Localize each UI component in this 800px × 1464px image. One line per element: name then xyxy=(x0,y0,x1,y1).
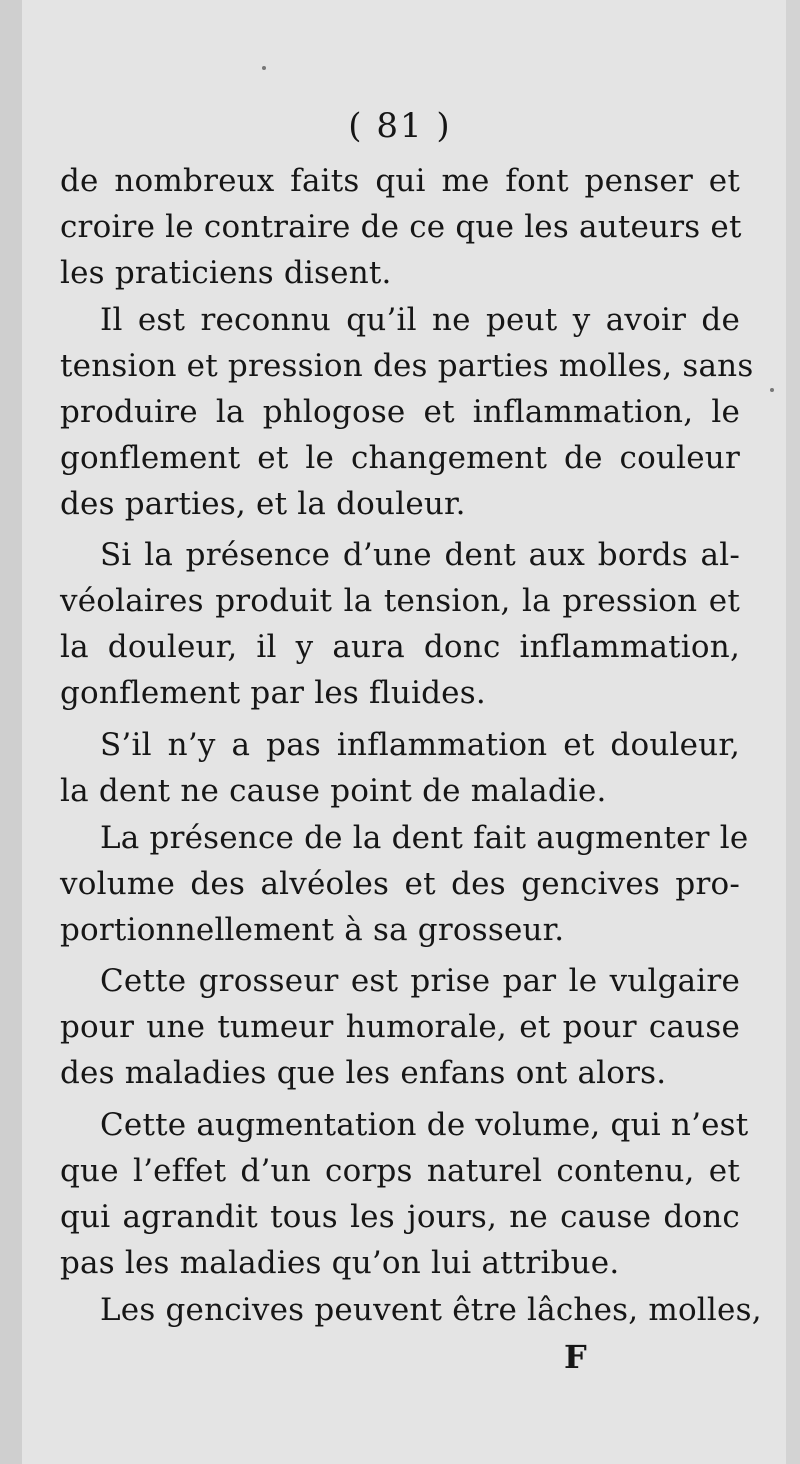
text-line: les praticiens disent. xyxy=(60,255,392,291)
text-line: pour une tumeur humorale, et pour cause xyxy=(60,1009,740,1045)
text-line: gonflement par les fluides. xyxy=(60,675,486,711)
text-line: portionnellement à sa grosseur. xyxy=(60,912,565,948)
page-number-header: ( 81 ) xyxy=(348,106,452,146)
signature-mark: F xyxy=(564,1338,587,1376)
text-line: La présence de la dent fait augmenter le xyxy=(100,820,749,856)
text-line: véolaires produit la tension, la pression et xyxy=(60,583,740,619)
text-line: Il est reconnu qu’il ne peut y avoir de xyxy=(100,302,740,338)
text-line: Cette grosseur est prise par le vulgaire xyxy=(100,963,740,999)
text-line: Si la présence d’une dent aux bords al- xyxy=(100,537,740,573)
text-line: de nombreux faits qui me font penser et xyxy=(60,163,740,199)
text-line: tension et pression des parties molles, sans xyxy=(60,348,754,384)
text-line: des maladies que les enfans ont alors. xyxy=(60,1055,667,1091)
text-line: volume des alvéoles et des gencives pro- xyxy=(60,866,740,902)
text-line: qui agrandit tous les jours, ne cause donc xyxy=(60,1199,740,1235)
text-line: Cette augmentation de volume, qui n’est xyxy=(100,1107,749,1143)
ink-speck xyxy=(262,66,266,70)
text-line: croire le contraire de ce que les auteurs et xyxy=(60,209,742,245)
text-line: des parties, et la douleur. xyxy=(60,486,466,522)
text-line: produire la phlogose et inflammation, le xyxy=(60,394,740,430)
text-line: pas les maladies qu’on lui attribue. xyxy=(60,1245,620,1281)
text-line: Les gencives peuvent être lâches, molles, xyxy=(100,1292,762,1328)
text-line: la dent ne cause point de maladie. xyxy=(60,773,607,809)
text-line: gonflement et le changement de couleur xyxy=(60,440,740,476)
ink-speck xyxy=(770,388,774,392)
text-line: S’il n’y a pas inflammation et douleur, xyxy=(100,727,740,763)
text-line: que l’effet d’un corps naturel contenu, et xyxy=(60,1153,740,1189)
text-line: la douleur, il y aura donc inflammation, xyxy=(60,629,740,665)
